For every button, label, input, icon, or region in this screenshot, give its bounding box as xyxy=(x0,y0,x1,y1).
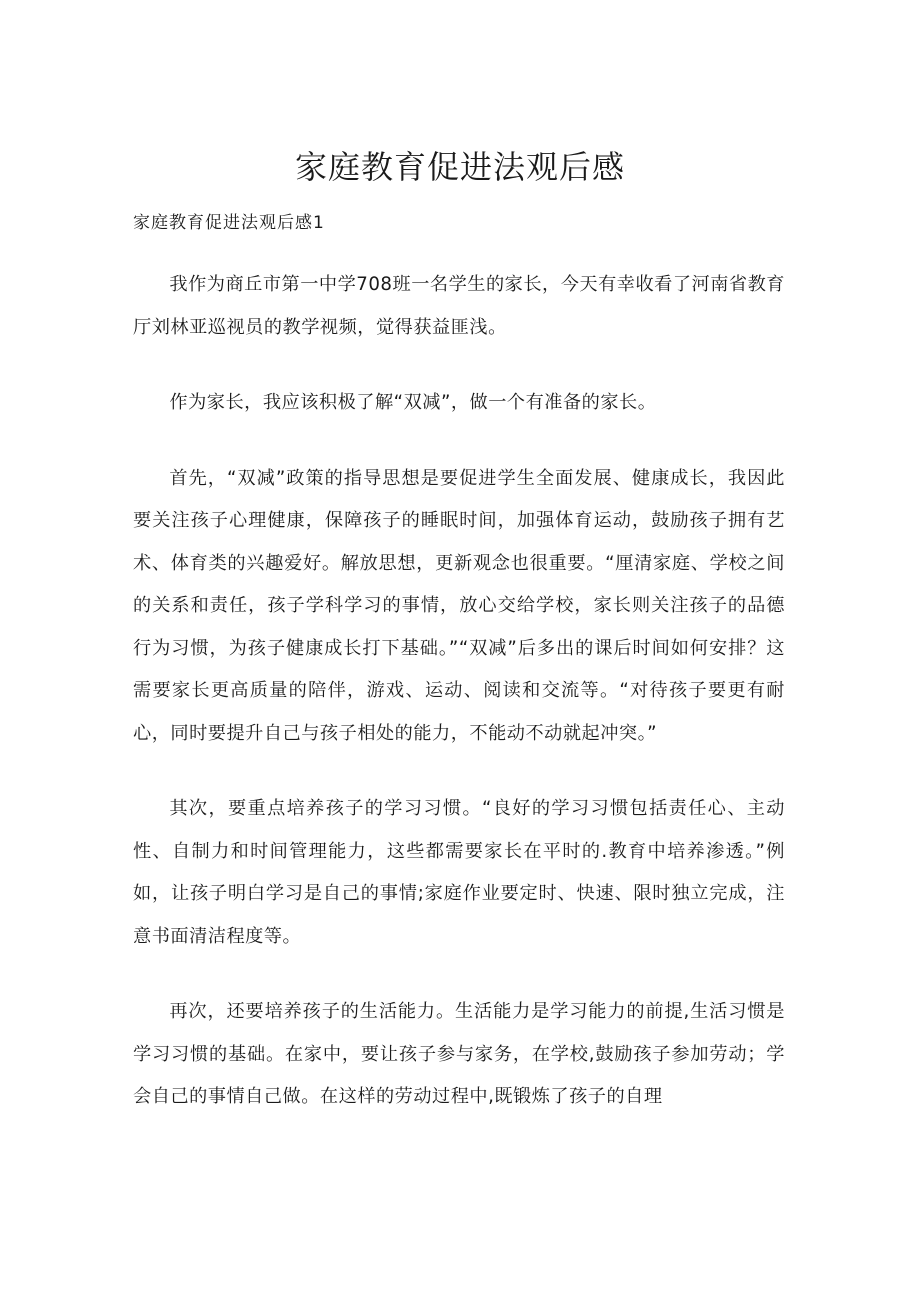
document-body xyxy=(133,264,785,1152)
document-title: 家庭教育促进法观后感 xyxy=(294,148,625,186)
paragraph-4: 其次，要重点培养孩子的学习习惯。“良好的学习习惯包括责任心、主动性、自制力和时间管理能力，这些都需要家长在平时的.教育中培养渗透。”例如，让孩子明白学习是自己的事情;家庭作业要定时、快速、限时独立完成，注意书面清洁程度等。 xyxy=(133,798,785,947)
paragraph-1: 我作为商丘市第一中学708班一名学生的家长，今天有幸收看了河南省教育厅刘林亚巡视员的教学视频，觉得获益匪浅。 xyxy=(133,274,785,338)
paragraph-5: 再次，还要培养孩子的生活能力。生活能力是学习能力的前提,生活习惯是学习习惯的基础。在家中，要让孩子参与家务，在学校,鼓励孩子参加劳动；学会自己的事情自己做。在这样的劳动过程中,既锻炼了孩子的自理 xyxy=(133,1001,785,1107)
paragraph-3: 首先，“双减”政策的指导思想是要促进学生全面发展、健康成长，我因此要关注孩子心理健康，保障孩子的睡眠时间，加强体育运动，鼓励孩子拥有艺术、体育类的兴趣爱好。解放思想，更新观念也很重要。“厘清家庭、学校之间的关系和责任，孩子学科学习的事情，放心交给学校，家长则关注孩子的品德行为习惯，为孩子健康成长打下基础。”“双减”后多出的课后时间如何安排？这需要家长更高质量的陪伴，游戏、运动、阅读和交流等。“对待孩子要更有耐心，同时要提升自己与孩子相处的能力，不能动不动就起冲突。” xyxy=(133,467,785,744)
paragraph-2: 作为家长，我应该积极了解“双减”，做一个有准备的家长。 xyxy=(169,392,657,413)
document-subtitle: 家庭教育促进法观后感1 xyxy=(133,213,325,233)
